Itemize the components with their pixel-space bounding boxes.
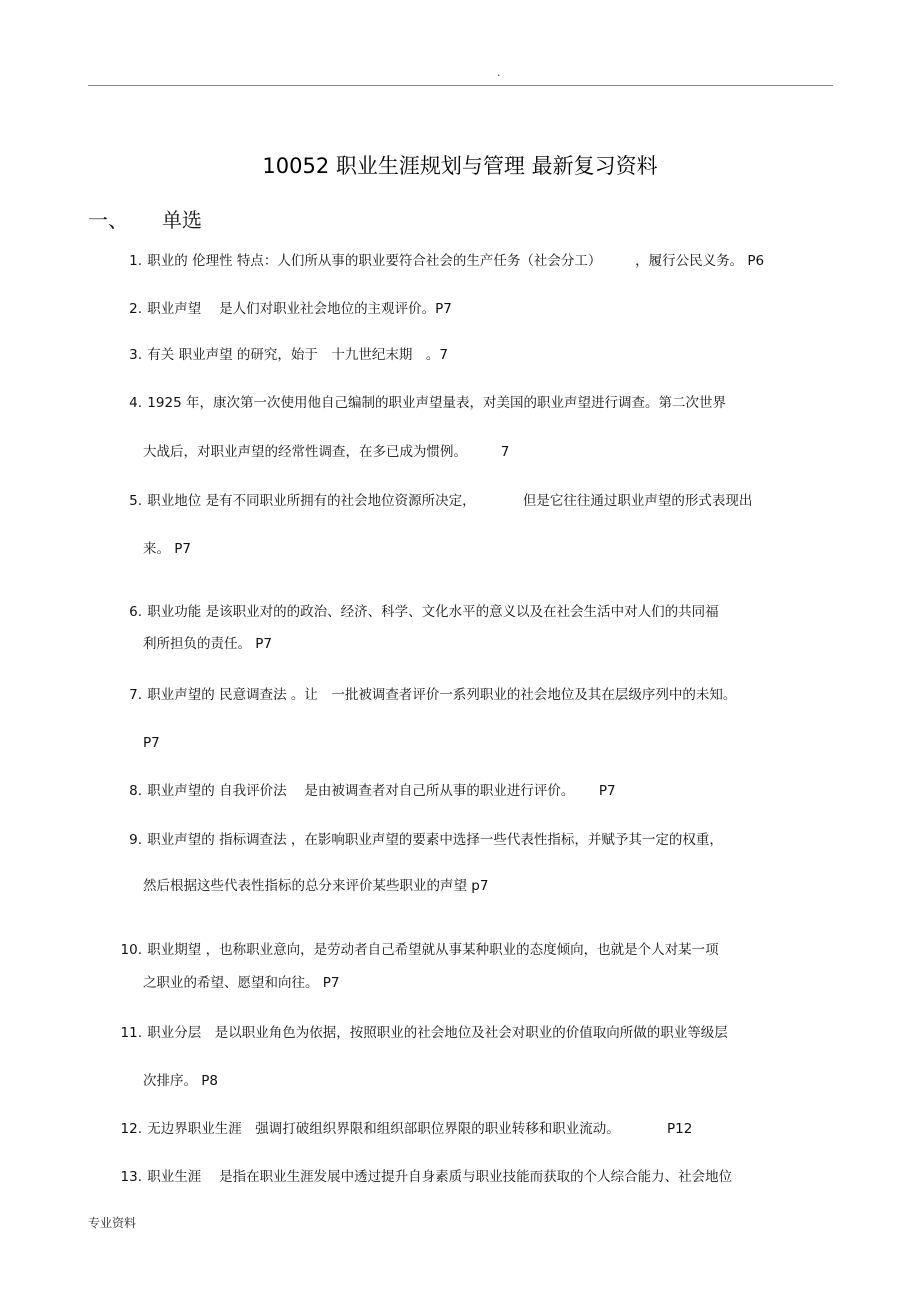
item-text-continued: 利所担负的责任。 P7 xyxy=(143,636,273,652)
list-item xyxy=(108,1123,692,1137)
list-item xyxy=(108,495,752,509)
header-mark: . xyxy=(497,66,501,79)
item-text-continued: 次排序。 P8 xyxy=(143,1073,219,1089)
list-item xyxy=(108,1171,732,1185)
item-number: 9. xyxy=(129,832,142,848)
list-item xyxy=(108,689,736,703)
list-item xyxy=(108,255,764,269)
section-title: 单选 xyxy=(162,208,202,232)
list-item xyxy=(108,349,448,363)
footer-label: 专业资料 xyxy=(88,1216,137,1230)
item-text: 1925 年，康次第一次使用他自己编制的职业声望量表，对美国的职业声望进行调查。第二次世界 xyxy=(147,395,726,411)
header-rule xyxy=(88,85,833,86)
item-number: 8. xyxy=(129,783,142,799)
item-text-continued: 大战后，对职业声望的经常性调查，在多已成为惯例。 7 xyxy=(143,444,510,460)
item-text: 职业声望的 民意调查法 。让 一批被调查者评价一系列职业的社会地位及其在层级序列中的未知。 xyxy=(147,687,737,703)
item-number: 10. xyxy=(120,942,142,958)
item-text: 职业分层 是以职业角色为依据，按照职业的社会地位及社会对职业的价值取向所做的职业等级层 xyxy=(147,1025,728,1041)
item-text-continued: 之职业的希望、愿望和向往。 P7 xyxy=(143,975,340,991)
item-text: 职业期望 ，也称职业意向，是劳动者自己希望就从事某种职业的态度倾向，也就是个人对某一项 xyxy=(147,942,719,958)
document-title: 10052 职业生涯规划与管理 最新复习资料 xyxy=(262,154,658,178)
item-number: 3. xyxy=(129,347,142,363)
list-item xyxy=(108,397,726,411)
section-heading xyxy=(88,204,202,233)
item-text: 有关 职业声望 的研究，始于 十九世纪末期 。7 xyxy=(147,347,448,363)
item-text: 职业地位 是有不同职业所拥有的社会地位资源所决定， 但是它往往通过职业声望的形式表现出 xyxy=(147,493,753,509)
item-text: 职业的 伦理性 特点：人们所从事的职业要符合社会的生产任务（社会分工） ，履行公民义务。 P6 xyxy=(147,253,765,269)
list-item xyxy=(108,944,719,958)
item-text: 职业生涯 是指在职业生涯发展中透过提升自身素质与职业技能而获取的个人综合能力、社会地位 xyxy=(147,1169,733,1185)
item-number: 7. xyxy=(129,687,142,703)
item-text-continued: P7 xyxy=(143,735,160,751)
item-number: 11. xyxy=(120,1025,142,1041)
item-number: 6. xyxy=(129,604,142,620)
item-text-continued: 然后根据这些代表性指标的总分来评价某些职业的声望 p7 xyxy=(143,878,489,894)
item-text-continued: 来。 P7 xyxy=(143,541,192,557)
item-number: 12. xyxy=(120,1121,142,1137)
item-number: 4. xyxy=(129,395,142,411)
item-number: 1. xyxy=(129,253,142,269)
item-text: 职业功能 是该职业对的的政治、经济、科学、文化水平的意义以及在社会生活中对人们的共同福 xyxy=(147,604,719,620)
list-item xyxy=(108,1027,728,1041)
item-text: 职业声望的 自我评价法 是由被调查者对自己所从事的职业进行评价。 P7 xyxy=(147,783,616,799)
item-text: 职业声望的 指标调查法 ，在影响职业声望的要素中选择一些代表性指标，并赋予其一定的权重， xyxy=(147,832,723,848)
section-number: 一、 xyxy=(88,208,128,232)
item-number: 13. xyxy=(120,1169,142,1185)
list-item xyxy=(108,834,723,848)
item-number: 2. xyxy=(129,301,142,317)
item-text: 职业声望 是人们对职业社会地位的主观评价。P7 xyxy=(147,301,452,317)
list-item xyxy=(108,303,452,317)
item-number: 5. xyxy=(129,493,142,509)
list-item xyxy=(108,606,719,620)
list-item xyxy=(108,785,616,799)
item-text: 无边界职业生涯 强调打破组织界限和组织部职位界限的职业转移和职业流动。 P12 xyxy=(147,1121,693,1137)
